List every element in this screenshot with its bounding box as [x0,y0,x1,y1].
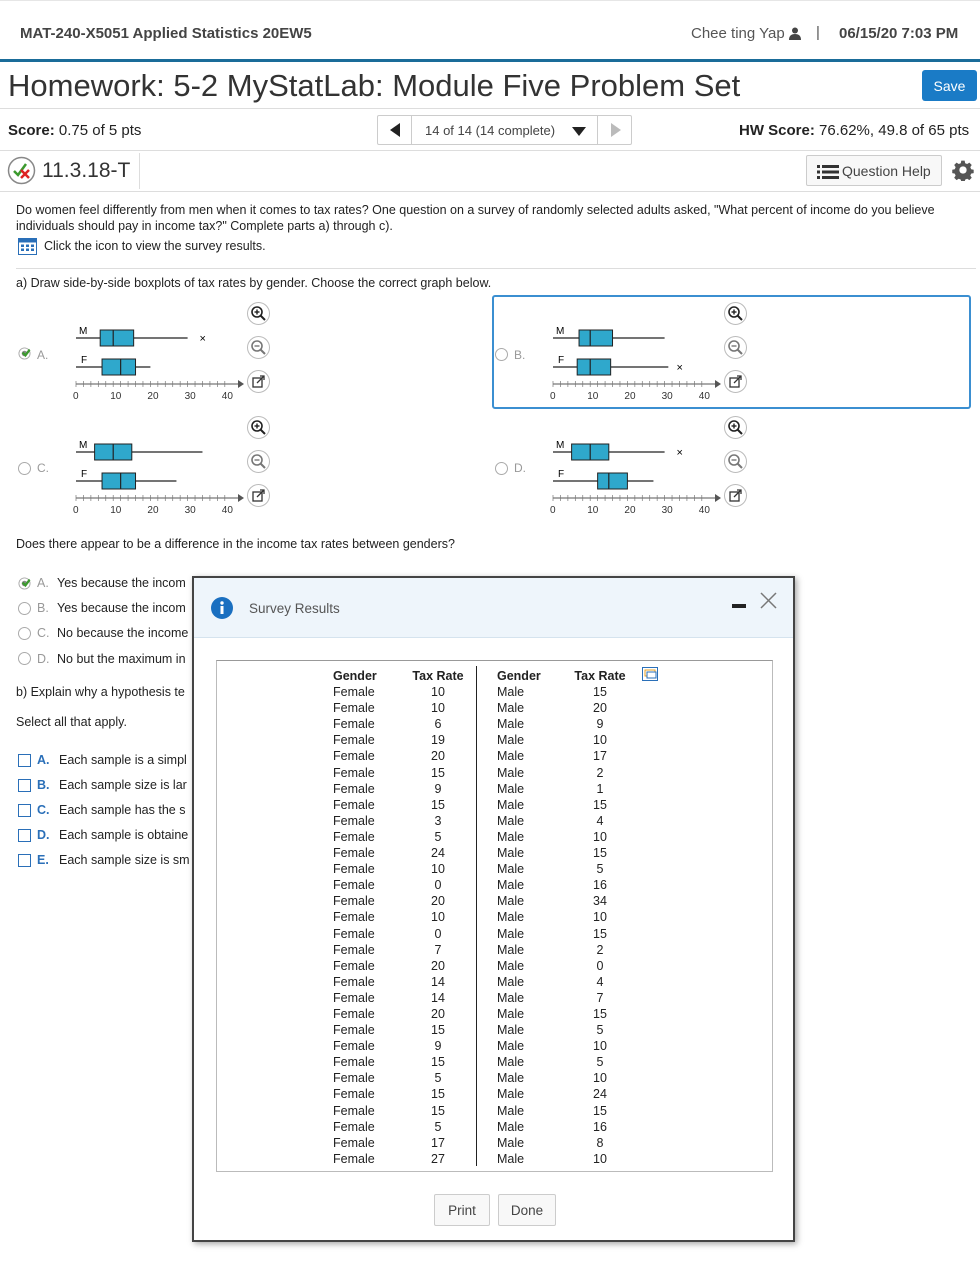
tick-label: 40 [221,505,233,516]
table-cell: 20 [431,958,445,973]
table-cell: Female [333,990,375,1005]
condition-text: Each sample is obtaine [59,828,189,842]
tick-label: 20 [147,391,159,402]
table-cell: Male [497,926,525,941]
table-cell: Male [497,1023,525,1038]
table-cell: Male [497,1135,525,1150]
close-icon[interactable] [760,592,777,609]
answer-text: No because the income [57,626,189,640]
female-label: F [81,469,88,480]
gear-icon[interactable] [952,159,974,181]
table-cell: Female [333,1055,375,1070]
copy-data-icon[interactable] [642,667,658,681]
table-cell: Male [497,829,525,844]
box [102,473,135,489]
table-cell: 9 [434,781,442,796]
table-cell: Male [497,701,525,716]
table-cell: 0 [434,878,442,893]
popout-icon[interactable] [724,370,747,393]
option-a-boxplot [66,318,246,418]
divider [0,108,980,109]
table-cell: 5 [434,1071,442,1086]
table-icon[interactable] [18,238,37,255]
table-cell: Male [497,717,525,732]
table-cell: 5 [596,1055,604,1070]
table-cell: Male [497,813,525,828]
table-cell: 15 [593,685,607,700]
tick-label: 0 [550,391,556,402]
zoom-in-icon[interactable] [724,416,747,439]
answer-text: Yes because the incom [57,576,186,590]
table-cell: 15 [431,797,445,812]
table-cell: 0 [434,926,442,941]
option-c-radio[interactable] [18,462,31,475]
difference-answer-d[interactable] [37,652,186,666]
condition-letter: E. [37,853,49,867]
difference-answer-c[interactable] [37,626,188,640]
male-label: M [556,440,565,451]
tick-label: 10 [110,505,122,516]
condition-b[interactable] [37,778,187,792]
condition-text: Each sample size is lar [59,778,187,792]
table-cell: 10 [431,862,445,877]
survey-link-text: Click the icon to view the survey results. [44,239,266,253]
list-icon [817,165,839,179]
table-cell: 10 [593,1151,607,1166]
male-label: M [556,326,565,337]
hw-score [739,122,969,139]
table-cell: 2 [596,765,604,780]
table-cell: 15 [593,797,607,812]
option-b-radio[interactable] [495,348,508,361]
part-a-prompt: a) Draw side-by-side boxplots of tax rates by gender. Choose the correct graph below. [16,276,492,290]
tick-label: 0 [550,505,556,516]
table-cell: 10 [431,910,445,925]
datetime: 06/15/20 7:03 PM [839,25,959,42]
divider [0,191,980,192]
zoom-out-icon[interactable] [247,336,270,359]
divider [16,268,976,269]
table-cell: Male [497,765,525,780]
table-cell: 15 [593,846,607,861]
table-cell: 20 [431,1006,445,1021]
tick-label: 40 [698,505,710,516]
option-a-letter: A. [37,348,49,362]
table-cell: 20 [431,749,445,764]
condition-e[interactable] [37,853,190,867]
table-cell: Male [497,685,525,700]
score [8,122,141,139]
table-cell: Female [333,1119,375,1134]
survey-results-dialog [192,576,795,1242]
tick-label: 40 [221,391,233,402]
table-cell: Male [497,974,525,989]
info-icon [211,597,233,619]
question-id: 11.3.18-T [42,159,131,182]
tick-label: 40 [698,391,710,402]
table-cell: 10 [593,910,607,925]
tick-label: 10 [110,391,122,402]
option-d-boxplot [543,432,723,532]
table-cell: 17 [593,749,607,764]
male-label: M [79,326,88,337]
column-divider [476,666,477,1166]
male-label: M [79,440,88,451]
correct-check-icon [18,577,31,590]
table-cell: 5 [434,829,442,844]
table-cell: Male [497,1151,525,1166]
table-cell: 14 [431,990,445,1005]
answer-letter: A. [37,576,49,590]
user-name[interactable]: Chee ting Yap [691,25,785,42]
box [577,359,610,375]
table-cell: 15 [431,1103,445,1118]
table-cell: Male [497,1006,525,1021]
condition-d[interactable] [37,828,188,842]
zoom-out-icon[interactable] [724,450,747,473]
box [598,473,628,489]
table-cell: 3 [434,813,442,828]
table-cell: 10 [593,1071,607,1086]
correct-check-icon [18,347,31,360]
table-cell: 20 [431,894,445,909]
table-cell: 10 [593,829,607,844]
chevron-down-icon[interactable] [572,127,586,136]
difference-radio-d[interactable] [18,652,31,665]
popout-icon[interactable] [247,370,270,393]
table-cell: Female [333,1039,375,1054]
table-cell: Female [333,910,375,925]
header-separator: | [816,24,820,41]
table-cell: Female [333,701,375,716]
survey-table [216,660,773,1172]
partial-credit-icon [7,156,36,185]
top-bar [0,0,980,62]
female-label: F [558,355,565,366]
table-cell: 5 [596,862,604,877]
table-cell: 15 [593,926,607,941]
tick-label: 0 [73,391,79,402]
table-cell: Male [497,1087,525,1102]
condition-letter: B. [37,778,50,792]
table-cell: 27 [431,1151,445,1166]
dialog-title: Survey Results [249,601,340,616]
condition-letter: C. [37,803,50,817]
table-cell: 1 [596,781,604,796]
box [579,330,612,346]
table-cell: 15 [431,1087,445,1102]
table-cell: Female [333,733,375,748]
question-position-select[interactable]: 14 of 14 (14 complete) [425,123,556,138]
condition-letter: A. [37,753,50,767]
table-cell: Male [497,958,525,973]
table-cell: Female [333,781,375,796]
question-navigator [377,115,632,145]
print-button[interactable]: Print [434,1194,490,1226]
table-cell: 10 [593,733,607,748]
table-cell: Female [333,797,375,812]
table-cell: 20 [593,701,607,716]
table-cell: Female [333,685,375,700]
table-cell: Female [333,958,375,973]
difference-answer-b[interactable] [37,601,186,615]
condition-checkbox-d[interactable] [18,829,31,842]
table-cell: Female [333,1135,375,1150]
tick-label: 20 [147,505,159,516]
table-cell: 7 [434,942,442,957]
table-cell: Female [333,765,375,780]
answer-letter: D. [37,652,50,666]
table-cell: 15 [431,1055,445,1070]
zoom-in-icon[interactable] [247,302,270,325]
female-label: F [81,355,88,366]
zoom-in-icon[interactable] [247,416,270,439]
question-help-button[interactable] [806,155,942,186]
table-cell: 15 [593,1006,607,1021]
answer-text: Yes because the incom [57,601,186,615]
table-cell: Female [333,878,375,893]
condition-text: Each sample has the s [59,803,186,817]
difference-radio-b[interactable] [18,602,31,615]
outlier-mark: × [676,362,683,374]
zoom-in-icon[interactable] [724,302,747,325]
table-cell: Female [333,846,375,861]
table-cell: 9 [596,717,604,732]
outlier-mark: × [676,447,683,459]
course-name: MAT-240-X5051 Applied Statistics 20EW5 [20,25,312,42]
column-header: Gender [333,669,377,683]
difference-radio-c[interactable] [18,627,31,640]
axis-arrow [715,380,721,388]
table-cell: 17 [431,1135,445,1150]
zoom-out-icon[interactable] [724,336,747,359]
table-cell: Male [497,1039,525,1054]
outlier-mark: × [199,333,206,345]
divider [0,150,980,151]
table-cell: Male [497,862,525,877]
table-cell: 2 [596,942,604,957]
hw-score-value: 76.62%, 49.8 of 65 pts [819,122,970,139]
table-cell: 16 [593,878,607,893]
score-value: 0.75 of 5 pts [58,122,142,139]
condition-checkbox-a[interactable] [18,754,31,767]
user-icon [789,27,801,40]
table-cell: Male [497,894,525,909]
select-all-hint: Select all that apply. [16,715,127,729]
tick-label: 10 [587,505,599,516]
tick-label: 0 [73,505,79,516]
next-question-button[interactable] [597,116,632,144]
table-cell: Female [333,894,375,909]
table-cell: Male [497,797,525,812]
column-male-gender [497,668,541,1167]
table-cell: Male [497,733,525,748]
table-cell: Male [497,878,525,893]
axis-arrow [715,494,721,502]
table-cell: Female [333,974,375,989]
tick-label: 10 [587,391,599,402]
hw-score-label: HW Score: [739,122,815,139]
table-cell: Female [333,1103,375,1118]
tick-label: 30 [661,505,673,516]
condition-text: Each sample size is sm [59,853,190,867]
table-cell: 34 [593,894,607,909]
table-cell: 15 [431,1023,445,1038]
table-cell: 24 [431,846,445,861]
column-header: Tax Rate [412,669,464,683]
answer-area [0,570,193,890]
table-cell: Male [497,942,525,957]
difference-answer-a[interactable] [37,576,186,590]
column-female-tax-rate [408,668,468,1167]
table-cell: Male [497,781,525,796]
table-cell: Male [497,990,525,1005]
tick-label: 30 [661,391,673,402]
answer-text: No but the maximum in [57,652,186,666]
table-cell: Female [333,942,375,957]
table-cell: Male [497,1103,525,1118]
box [102,359,135,375]
dialog-header[interactable] [194,578,793,638]
table-cell: Female [333,1071,375,1086]
table-cell: Female [333,1023,375,1038]
done-button[interactable]: Done [498,1194,556,1226]
table-cell: 7 [596,990,604,1005]
female-label: F [558,469,565,480]
option-c-boxplot [66,432,246,532]
option-b-boxplot [543,318,723,418]
answer-letter: B. [37,601,49,615]
option-d-radio[interactable] [495,462,508,475]
table-cell: 4 [596,813,604,828]
column-header: Tax Rate [574,669,626,683]
table-cell: 5 [434,1119,442,1134]
page-title: Homework: 5-2 MyStatLab: Module Five Problem Set [8,68,741,103]
condition-c[interactable] [37,803,185,817]
table-cell: 16 [593,1119,607,1134]
column-header: Gender [497,669,541,683]
table-cell: Male [497,846,525,861]
table-cell: Female [333,862,375,877]
column-male-tax-rate [572,668,628,1167]
table-cell: Male [497,1071,525,1086]
option-c-letter: C. [37,461,49,475]
condition-text: Each sample is a simpl [59,753,187,767]
answer-letter: C. [37,626,50,640]
table-cell: 10 [431,701,445,716]
zoom-out-icon[interactable] [247,450,270,473]
table-cell: 15 [431,765,445,780]
table-cell: Female [333,829,375,844]
minimize-icon[interactable] [732,604,746,608]
table-cell: Male [497,1055,525,1070]
table-cell: 9 [434,1039,442,1054]
table-cell: Female [333,717,375,732]
condition-a[interactable] [37,753,187,767]
popout-icon[interactable] [724,484,747,507]
axis-arrow [238,494,244,502]
option-b-letter: B. [514,348,526,362]
table-cell: Female [333,1087,375,1102]
table-cell: Female [333,1151,375,1166]
table-cell: 4 [596,974,604,989]
table-cell: 15 [593,1103,607,1118]
divider [139,153,140,189]
tick-label: 30 [184,391,196,402]
score-label: Score: [8,122,55,139]
condition-checkbox-c[interactable] [18,804,31,817]
table-cell: 24 [593,1087,607,1102]
table-cell: 6 [434,717,442,732]
part-b-prompt: b) Explain why a hypothesis te [16,685,185,699]
difference-question: Does there appear to be a difference in the income tax rates between genders? [16,537,455,551]
table-cell: 5 [596,1023,604,1038]
table-cell: 8 [596,1135,604,1150]
table-cell: 10 [593,1039,607,1054]
option-d-letter: D. [514,461,526,475]
previous-question-button[interactable] [378,116,412,144]
table-cell: Male [497,749,525,764]
box [100,330,133,346]
popout-icon[interactable] [247,484,270,507]
table-cell: Female [333,926,375,941]
table-cell: Female [333,749,375,764]
save-button[interactable]: Save [922,70,977,101]
question-help-label: Question Help [842,163,931,179]
tick-label: 30 [184,505,196,516]
table-cell: Female [333,813,375,828]
column-female-gender [333,668,377,1167]
condition-checkbox-b[interactable] [18,779,31,792]
table-cell: 14 [431,974,445,989]
condition-checkbox-e[interactable] [18,854,31,867]
table-cell: Male [497,1119,525,1134]
table-cell: Male [497,910,525,925]
condition-letter: D. [37,828,50,842]
tick-label: 20 [624,391,636,402]
table-cell: Female [333,1006,375,1021]
table-cell: 0 [596,958,604,973]
question-text: Do women feel differently from men when it comes to tax rates? One question on a survey of randomly selected adults asked, "What percent of income do you believe individuals should pay in income tax?" Complete parts a) through c). [16,203,935,233]
axis-arrow [238,380,244,388]
table-cell: 19 [431,733,445,748]
table-cell: 10 [431,685,445,700]
tick-label: 20 [624,505,636,516]
